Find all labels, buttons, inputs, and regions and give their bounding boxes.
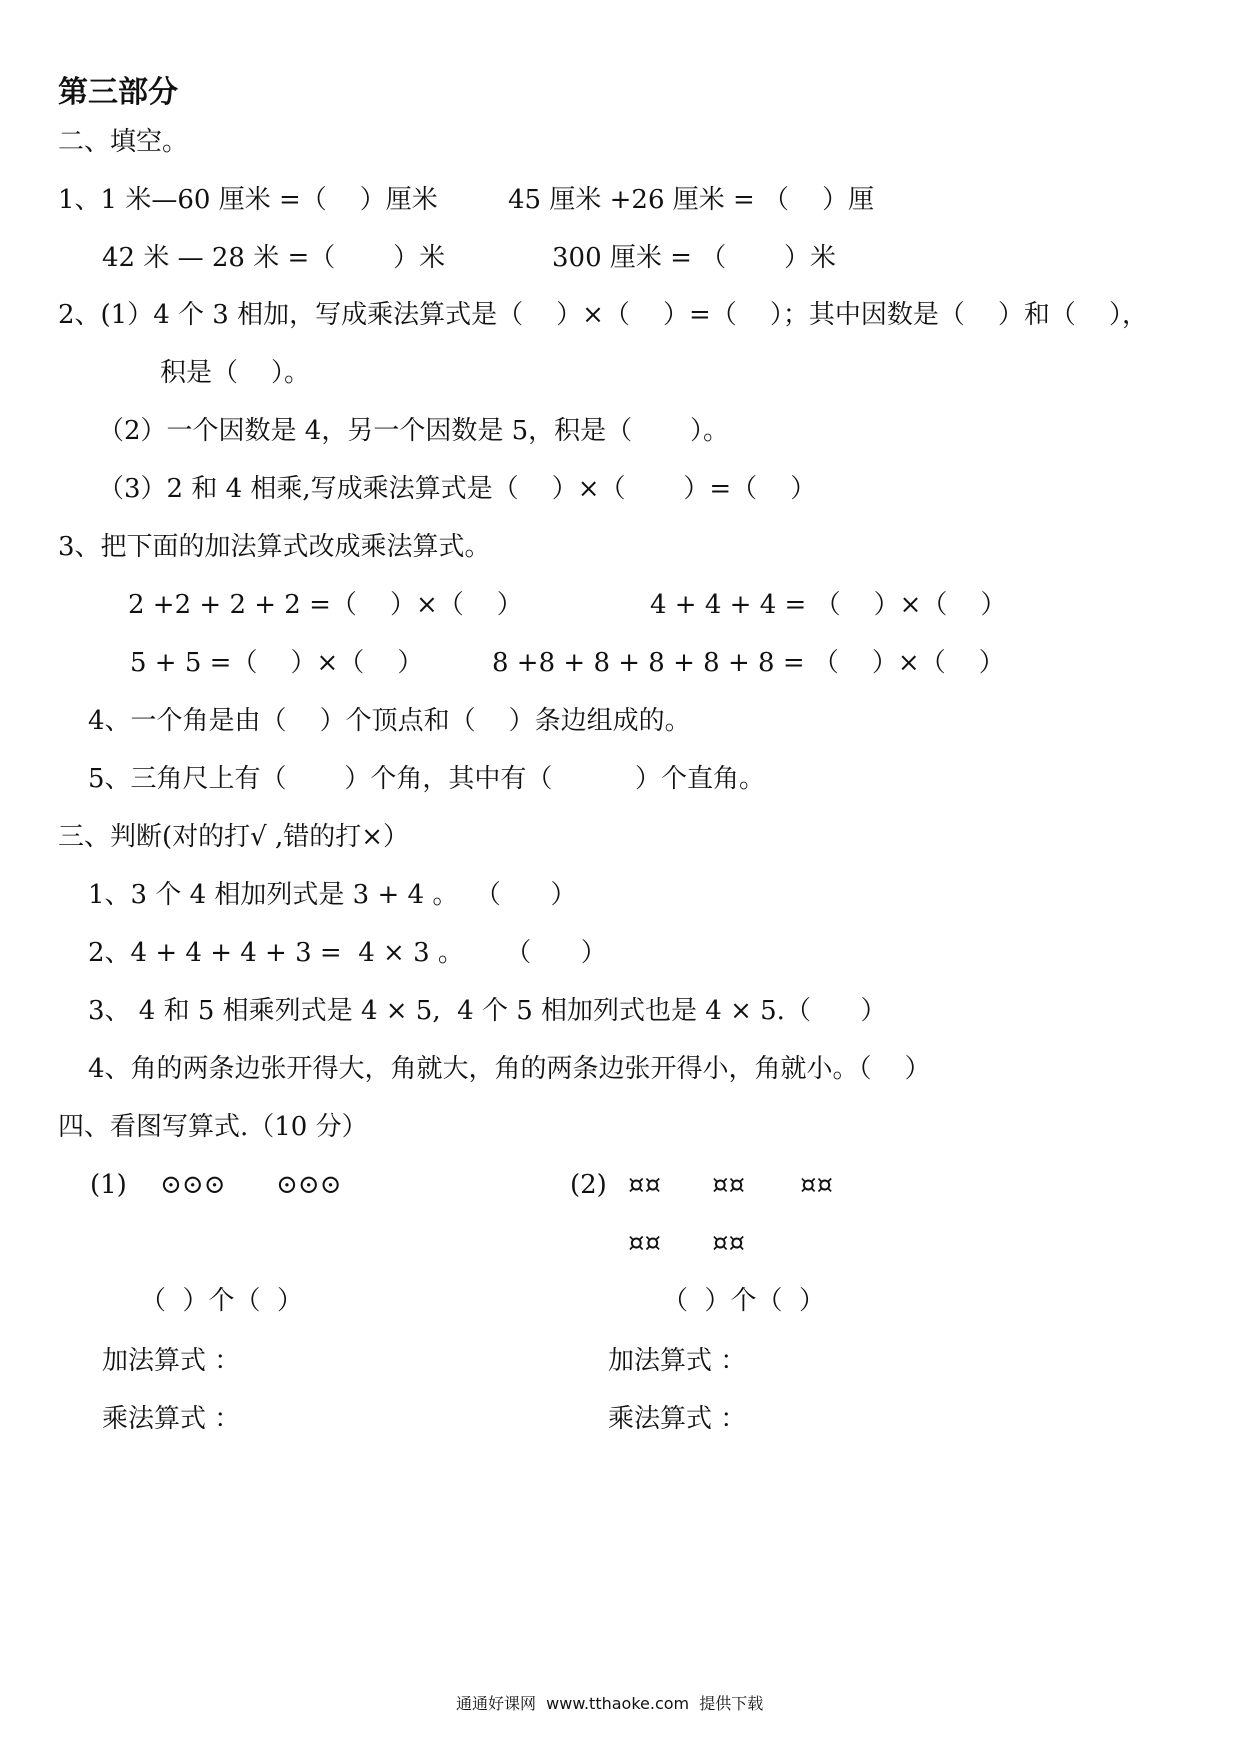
q4: 4、一个角是由（ ）个顶点和（ ）条边组成的。 (88, 706, 691, 736)
picture-heading: 四、看图写算式.（10 分） (58, 1112, 368, 1142)
judge-heading: 三、判断(对的打√ ,错的打×） (58, 822, 410, 852)
q5: 5、三角尺上有（ ）个角，其中有（ ）个直角。 (88, 764, 766, 794)
picture-left-label: (1) (90, 1170, 127, 1200)
currency-sign-group: ¤¤ (712, 1228, 746, 1258)
judge-item-3: 3、 4 和 5 相乘列式是 4 × 5, 4 个 5 相加列式也是 4 × 5.（ ） (88, 996, 887, 1026)
q1-line1-a: 1、1 米—60 厘米 =（ ）厘米 (58, 185, 438, 215)
dot-circle-group-2: ⊙⊙⊙ (276, 1170, 342, 1200)
q2-part3: （3）2 和 4 相乘,写成乘法算式是（ ）×（ ）=（ ） (98, 474, 817, 504)
q3-expr-4: 8 +8 + 8 + 8 + 8 + 8 = （ ）×（ ） (492, 648, 1005, 678)
picture-left-add: 加法算式 ： (102, 1346, 241, 1376)
q1-line2-b: 300 厘米 = （ ）米 (552, 243, 837, 273)
currency-sign-group: ¤¤ (712, 1170, 746, 1200)
footer-credit: 通通好课网 www.tthaoke.com 提供下载 (456, 1694, 764, 1713)
currency-sign-group: ¤¤ (628, 1170, 662, 1200)
fill-blank-heading: 二、填空。 (58, 127, 189, 157)
q3-expr-2: 4 + 4 + 4 = （ ）×（ ） (650, 590, 1007, 620)
judge-item-1: 1、3 个 4 相加列式是 3 + 4 。 （ ） (88, 880, 577, 910)
dot-circle-group-1: ⊙⊙⊙ (160, 1170, 226, 1200)
judge-item-2: 2、4 + 4 + 4 + 3 = 4 × 3 。 （ ） (88, 938, 607, 968)
currency-sign-group: ¤¤ (800, 1170, 834, 1200)
q1-line1-b: 45 厘米 +26 厘米 = （ ）厘 (508, 185, 875, 215)
picture-right-blank: （ ）个（ ） (662, 1286, 826, 1316)
picture-right-label: (2) (570, 1170, 607, 1200)
picture-right-mul: 乘法算式 ： (608, 1404, 747, 1434)
picture-left-mul: 乘法算式 ： (102, 1404, 241, 1434)
q3-heading: 3、把下面的加法算式改成乘法算式。 (58, 532, 491, 562)
q1-line2-a: 42 米 — 28 米 =（ ）米 (102, 243, 446, 273)
page-title: 第三部分 (58, 75, 178, 110)
picture-right-add: 加法算式 ： (608, 1346, 747, 1376)
q3-expr-3: 5 + 5 =（ ）×（ ） (130, 648, 424, 678)
q2-part1-cont: 积是（ ）。 (160, 358, 311, 388)
currency-sign-group: ¤¤ (628, 1228, 662, 1258)
q2-part2: （2）一个因数是 4，另一个因数是 5，积是（ ）。 (98, 416, 730, 446)
picture-left-blank: （ ）个（ ） (140, 1286, 304, 1316)
judge-item-4: 4、角的两条边张开得大，角就大，角的两条边张开得小，角就小。（ ） (88, 1054, 931, 1084)
q3-expr-1: 2 +2 + 2 + 2 =（ ）×（ ） (128, 590, 523, 620)
q2-part1: 2、(1）4 个 3 相加，写成乘法算式是（ ）×（ ）=（ ）；其中因数是（ ）和（ ）， (58, 300, 1148, 330)
